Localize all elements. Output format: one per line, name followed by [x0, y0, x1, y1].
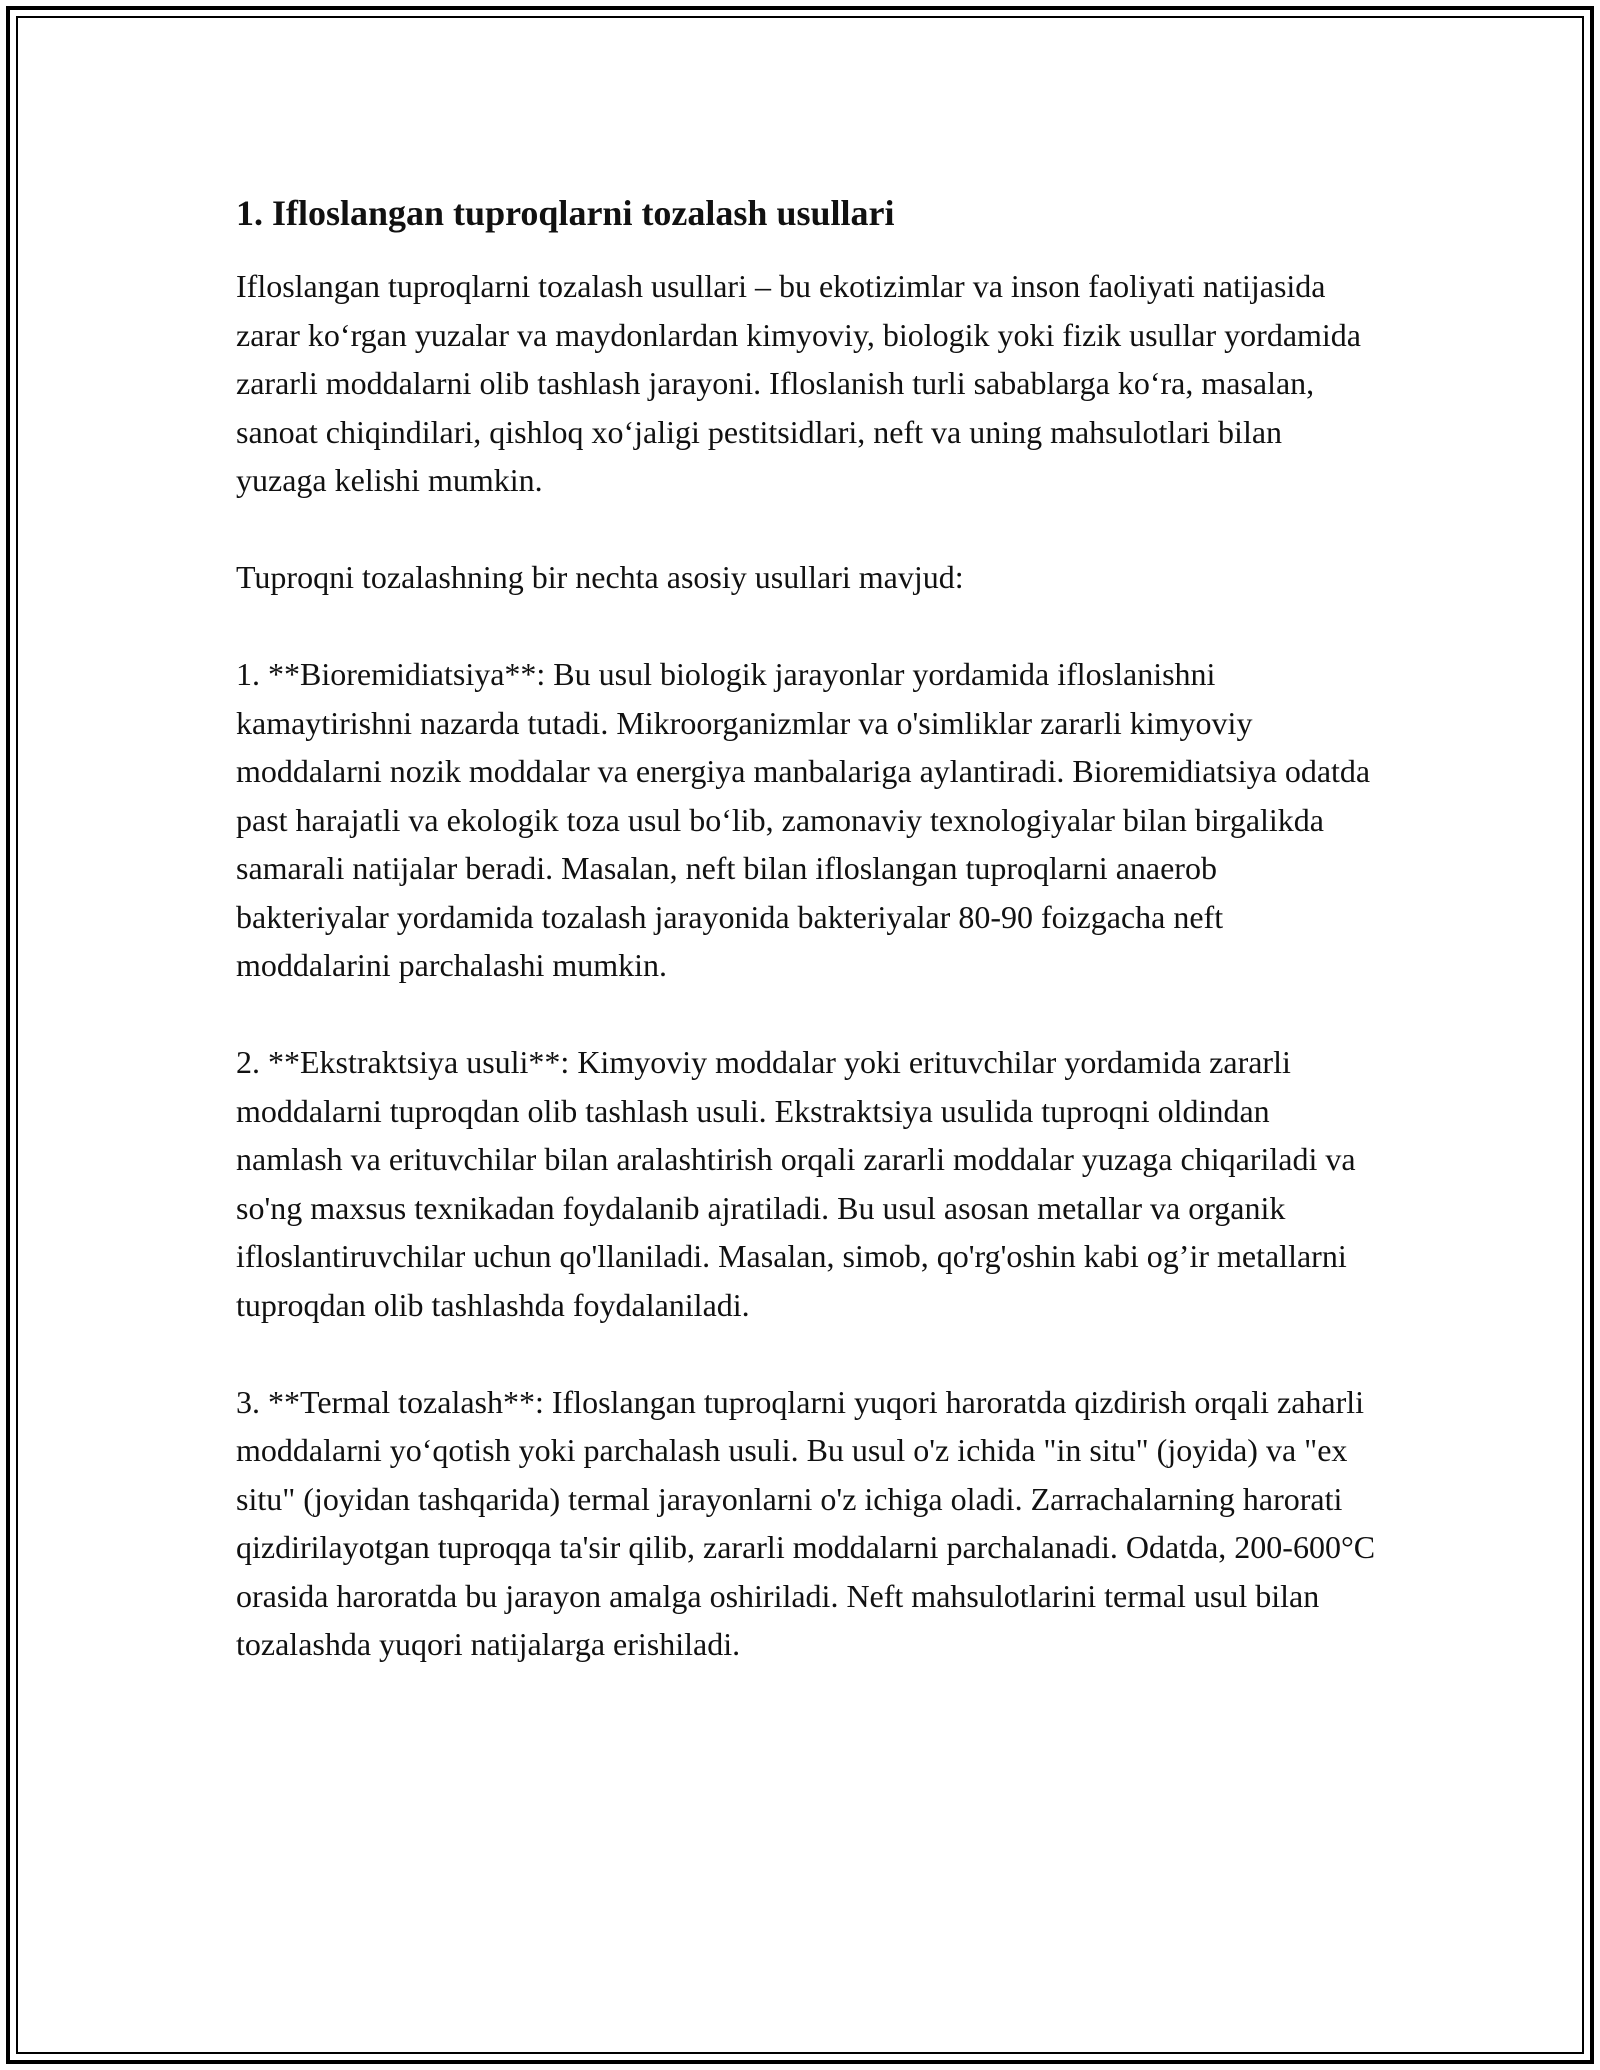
paragraph-spacer [236, 990, 1376, 1039]
method-thermal-paragraph: 3. **Termal tozalash**: Ifloslangan tuproqlarni yuqori haroratda qizdirish orqali zaharli moddalarni yo‘qotish yoki parchalash usuli. Bu usul o'z ichida "in situ" (joyida) va "ex situ" (joyidan tashqarida) termal jarayonlarni o'z ichiga oladi. Zarrachalarning harorati qizdirilayotgan tuproqqa ta'sir qilib, zararli moddalarni parchalanadi. Odatda, 200-600°C orasida haroratda bu jarayon amalga oshiriladi. Neft mahsulotlarini termal usul bilan tozalashda yuqori natijalarga erishiladi. [236, 1383, 1376, 1662]
document-heading: 1. Ifloslangan tuproqlarni tozalash usullari [236, 193, 895, 233]
paragraph-spacer [236, 602, 1376, 651]
intro-paragraph: Ifloslangan tuproqlarni tozalash usullari – bu ekotizimlar va inson faoliyati natijasida zarar ko‘rgan yuzalar va maydonlardan kimyoviy, biologik yoki fizik usullar yordamida zararli moddalarni olib tashlash jarayoni. Ifloslanish turli sabablarga ko‘ra, masalan, sanoat chiqindilari, qishloq xo‘jaligi pestitsidlari, neft va uning mahsulotlari bilan yuzaga kelishi mumkin. [236, 268, 1361, 498]
method-bioremediation-paragraph: 1. **Bioremidiatsiya**: Bu usul biologik jarayonlar yordamida ifloslanishni kamaytirishni nazarda tutadi. Mikroorganizmlar va o'simliklar zararli kimyoviy moddalarni nozik moddalar va energiya manbalariga aylantiradi. Bioremidiatsiya odatda past harajatli va ekologik toza usul bo‘lib, zamonaviy texnologiyalar bilan birgalikda samarali natijalar beradi. Masalan, neft bilan ifloslangan tuproqlarni anaerob bakteriyalar yordamida tozalash jarayonida bakteriyalar 80-90 foizgacha neft moddalarini parchalashi mumkin. [236, 656, 1371, 983]
methods-lead-paragraph: Tuproqni tozalashning bir nechta asosiy usullari mavjud: [236, 559, 964, 595]
paragraph-spacer [236, 1329, 1376, 1378]
paragraph-spacer [236, 505, 1376, 554]
method-extraction-paragraph: 2. **Ekstraktsiya usuli**: Kimyoviy moddalar yoki erituvchilar yordamida zararli moddalarni tuproqdan olib tashlash usuli. Ekstraktsiya usulida tuproqni oldindan namlash va erituvchilar bilan aralashtirish orqali zararli moddalar yuzaga chiqariladi va so'ng maxsus texnikadan foydalanib ajratiladi. Bu usul asosan metallar va organik ifloslantiruvchilar uchun qo'llaniladi. Masalan, simob, qo'rg'oshin kabi og’ir metallarni tuproqdan olib tashlashda foydalaniladi. [236, 1044, 1356, 1323]
document-body [236, 186, 1376, 1669]
